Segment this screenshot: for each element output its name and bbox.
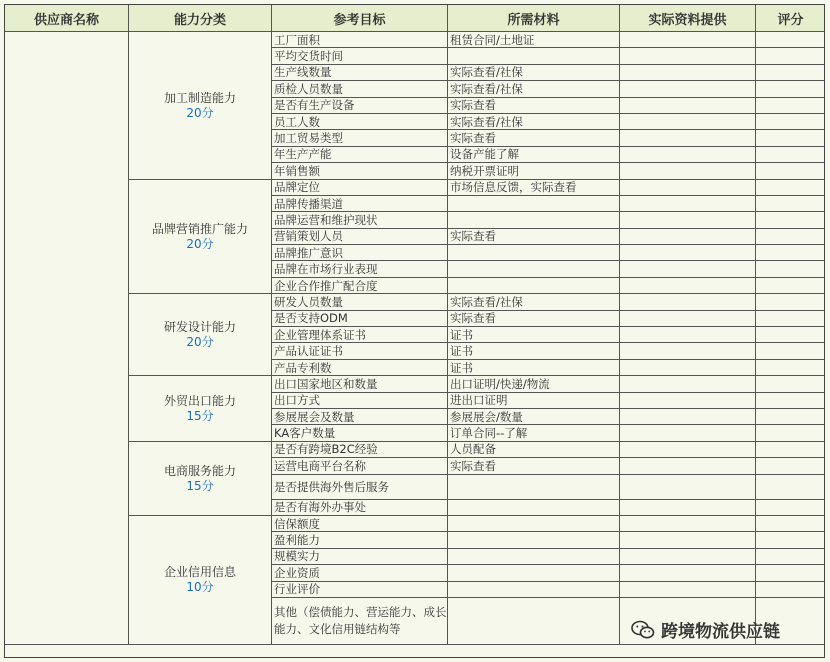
actual-material-cell[interactable] xyxy=(620,146,756,162)
reference-target-cell: 企业管理体系证书 xyxy=(272,327,448,343)
actual-material-cell[interactable] xyxy=(620,425,756,441)
required-material-cell: 实际查看/社保 xyxy=(448,81,620,97)
watermark xyxy=(631,617,780,642)
reference-target-cell: 品牌运营和维护现状 xyxy=(272,212,448,228)
score-cell[interactable] xyxy=(756,113,826,129)
required-material-cell: 实际查看 xyxy=(448,228,620,244)
required-material-cell: 实际查看/社保 xyxy=(448,294,620,310)
actual-material-cell[interactable] xyxy=(620,392,756,408)
actual-material-cell[interactable] xyxy=(620,277,756,293)
actual-material-cell[interactable] xyxy=(620,64,756,80)
reference-target-cell: 其他（偿债能力、营运能力、成长能力、文化信用链结构等 xyxy=(272,597,448,644)
reference-target-cell: 品牌推广意识 xyxy=(272,245,448,261)
score-cell[interactable] xyxy=(756,245,826,261)
reference-target-cell: 产品专利数 xyxy=(272,359,448,375)
score-cell[interactable] xyxy=(756,163,826,179)
score-cell[interactable] xyxy=(756,499,826,515)
required-material-cell: 人员配备 xyxy=(448,441,620,457)
required-material-cell: 实际查看 xyxy=(448,130,620,146)
score-cell[interactable] xyxy=(756,195,826,211)
score-cell[interactable] xyxy=(756,327,826,343)
required-material-cell: 实际查看 xyxy=(448,97,620,113)
score-cell[interactable] xyxy=(756,294,826,310)
score-cell[interactable] xyxy=(756,228,826,244)
score-cell[interactable] xyxy=(756,565,826,581)
score-cell[interactable] xyxy=(756,212,826,228)
actual-material-cell[interactable] xyxy=(620,532,756,548)
evaluation-table xyxy=(4,4,825,645)
category-cell xyxy=(129,441,272,515)
required-material-cell xyxy=(448,581,620,597)
actual-material-cell[interactable] xyxy=(620,408,756,424)
score-cell[interactable] xyxy=(756,48,826,64)
score-cell[interactable] xyxy=(756,32,826,48)
score-cell[interactable] xyxy=(756,64,826,80)
required-material-cell xyxy=(448,261,620,277)
reference-target-cell: 员工人数 xyxy=(272,113,448,129)
table-row xyxy=(5,294,826,310)
category-name: 研发设计能力 xyxy=(163,320,236,335)
header-row xyxy=(5,5,826,32)
category-cell xyxy=(129,515,272,644)
reference-target-cell: 质检人员数量 xyxy=(272,81,448,97)
reference-target-cell: 出口国家地区和数量 xyxy=(272,376,448,392)
category-score: 20分 xyxy=(186,105,214,120)
reference-target-cell: 出口方式 xyxy=(272,392,448,408)
required-material-cell: 订单合同--了解 xyxy=(448,425,620,441)
required-material-cell: 市场信息反馈，实际查看 xyxy=(448,179,620,195)
required-material-cell xyxy=(448,597,620,644)
category-score: 20分 xyxy=(186,236,214,251)
actual-material-cell[interactable] xyxy=(620,81,756,97)
reference-target-cell: 运营电商平台名称 xyxy=(272,458,448,474)
table-row xyxy=(5,441,826,457)
actual-material-cell[interactable] xyxy=(620,499,756,515)
category-cell xyxy=(129,179,272,294)
required-material-cell: 证书 xyxy=(448,343,620,359)
score-cell[interactable] xyxy=(756,146,826,162)
required-material-cell xyxy=(448,532,620,548)
table-row xyxy=(5,515,826,531)
required-material-cell: 参展展会/数量 xyxy=(448,408,620,424)
watermark-text: 跨境物流供应链 xyxy=(661,622,780,642)
actual-material-cell[interactable] xyxy=(620,310,756,326)
reference-target-cell: 企业资质 xyxy=(272,565,448,581)
actual-material-cell[interactable] xyxy=(620,441,756,457)
actual-material-cell[interactable] xyxy=(620,359,756,375)
reference-target-cell: 研发人员数量 xyxy=(272,294,448,310)
required-material-cell: 纳税开票证明 xyxy=(448,163,620,179)
actual-material-cell[interactable] xyxy=(620,327,756,343)
category-name: 电商服务能力 xyxy=(163,463,236,478)
score-cell[interactable] xyxy=(756,81,826,97)
required-material-cell: 租赁合同/土地证 xyxy=(448,32,620,48)
required-material-cell xyxy=(448,48,620,64)
required-material-cell xyxy=(448,499,620,515)
reference-target-cell: 企业合作推广配合度 xyxy=(272,277,448,293)
actual-material-cell[interactable] xyxy=(620,195,756,211)
actual-material-cell[interactable] xyxy=(620,163,756,179)
score-cell[interactable] xyxy=(756,97,826,113)
required-material-cell: 证书 xyxy=(448,359,620,375)
supplier-name-cell[interactable] xyxy=(5,32,129,645)
reference-target-cell: 是否有跨境B2C经验 xyxy=(272,441,448,457)
table-row xyxy=(5,32,826,48)
reference-target-cell: KA客户数量 xyxy=(272,425,448,441)
score-cell[interactable] xyxy=(756,261,826,277)
header-capability-category: 能力分类 xyxy=(129,5,272,32)
actual-material-cell[interactable] xyxy=(620,515,756,531)
header-reference-target: 参考目标 xyxy=(272,5,448,32)
actual-material-cell[interactable] xyxy=(620,261,756,277)
header-actual-materials: 实际资料提供 xyxy=(620,5,756,32)
actual-material-cell[interactable] xyxy=(620,212,756,228)
category-score: 20分 xyxy=(186,335,214,350)
reference-target-cell: 产品认证证书 xyxy=(272,343,448,359)
reference-target-cell: 行业评价 xyxy=(272,581,448,597)
header-supplier-name: 供应商名称 xyxy=(5,5,129,32)
score-cell[interactable] xyxy=(756,310,826,326)
required-material-cell: 实际查看 xyxy=(448,458,620,474)
required-material-cell: 进出口证明 xyxy=(448,392,620,408)
reference-target-cell: 是否有生产设备 xyxy=(272,97,448,113)
required-material-cell: 出口证明/快递/物流 xyxy=(448,376,620,392)
required-material-cell xyxy=(448,565,620,581)
actual-material-cell[interactable] xyxy=(620,32,756,48)
reference-target-cell: 参展展会及数量 xyxy=(272,408,448,424)
score-cell[interactable] xyxy=(756,581,826,597)
category-name: 品牌营销推广能力 xyxy=(151,221,248,236)
score-cell[interactable] xyxy=(756,458,826,474)
score-cell[interactable] xyxy=(756,179,826,195)
score-cell[interactable] xyxy=(756,392,826,408)
category-name: 外贸出口能力 xyxy=(163,393,236,408)
actual-material-cell[interactable] xyxy=(620,548,756,564)
actual-material-cell[interactable] xyxy=(620,48,756,64)
score-cell[interactable] xyxy=(756,441,826,457)
actual-material-cell[interactable] xyxy=(620,343,756,359)
header-score: 评分 xyxy=(756,5,826,32)
required-material-cell: 证书 xyxy=(448,327,620,343)
actual-material-cell[interactable] xyxy=(620,474,756,499)
required-material-cell xyxy=(448,515,620,531)
table-row xyxy=(5,179,826,195)
actual-material-cell[interactable] xyxy=(620,130,756,146)
required-material-cell xyxy=(448,548,620,564)
required-material-cell xyxy=(448,212,620,228)
reference-target-cell: 信保额度 xyxy=(272,515,448,531)
reference-target-cell: 规模实力 xyxy=(272,548,448,564)
reference-target-cell: 品牌在市场行业表现 xyxy=(272,261,448,277)
score-cell[interactable] xyxy=(756,532,826,548)
score-cell[interactable] xyxy=(756,343,826,359)
category-cell xyxy=(129,294,272,376)
reference-target-cell: 盈利能力 xyxy=(272,532,448,548)
table-row xyxy=(5,376,826,392)
reference-target-cell: 生产线数量 xyxy=(272,64,448,80)
category-cell xyxy=(129,376,272,442)
required-material-cell xyxy=(448,245,620,261)
supplier-evaluation-sheet xyxy=(4,4,825,658)
required-material-cell xyxy=(448,195,620,211)
reference-target-cell: 品牌传播渠道 xyxy=(272,195,448,211)
score-cell[interactable] xyxy=(756,515,826,531)
actual-material-cell[interactable] xyxy=(620,294,756,310)
reference-target-cell: 是否提供海外售后服务 xyxy=(272,474,448,499)
category-score: 10分 xyxy=(186,580,214,595)
required-material-cell: 实际查看/社保 xyxy=(448,64,620,80)
score-cell[interactable] xyxy=(756,425,826,441)
reference-target-cell: 加工贸易类型 xyxy=(272,130,448,146)
category-name: 企业信用信息 xyxy=(163,565,236,580)
actual-material-cell[interactable] xyxy=(620,228,756,244)
category-name: 加工制造能力 xyxy=(163,90,236,105)
score-cell[interactable] xyxy=(756,277,826,293)
score-cell[interactable] xyxy=(756,359,826,375)
actual-material-cell[interactable] xyxy=(620,565,756,581)
required-material-cell xyxy=(448,474,620,499)
actual-material-cell[interactable] xyxy=(620,581,756,597)
required-material-cell: 设备产能了解 xyxy=(448,146,620,162)
score-cell[interactable] xyxy=(756,408,826,424)
category-score: 15分 xyxy=(186,478,214,493)
reference-target-cell: 平均交货时间 xyxy=(272,48,448,64)
score-cell[interactable] xyxy=(756,376,826,392)
reference-target-cell: 品牌定位 xyxy=(272,179,448,195)
category-score: 15分 xyxy=(186,408,214,423)
category-cell xyxy=(129,32,272,180)
actual-material-cell[interactable] xyxy=(620,97,756,113)
reference-target-cell: 年生产产能 xyxy=(272,146,448,162)
wechat-icon xyxy=(631,620,655,640)
score-cell[interactable] xyxy=(756,548,826,564)
header-required-materials: 所需材料 xyxy=(448,5,620,32)
required-material-cell: 实际查看 xyxy=(448,310,620,326)
required-material-cell xyxy=(448,277,620,293)
required-material-cell: 实际查看/社保 xyxy=(448,113,620,129)
score-cell[interactable] xyxy=(756,130,826,146)
actual-material-cell[interactable] xyxy=(620,458,756,474)
reference-target-cell: 年销售额 xyxy=(272,163,448,179)
reference-target-cell: 是否支持ODM xyxy=(272,310,448,326)
reference-target-cell: 营销策划人员 xyxy=(272,228,448,244)
reference-target-cell: 是否有海外办事处 xyxy=(272,499,448,515)
actual-material-cell[interactable] xyxy=(620,245,756,261)
actual-material-cell[interactable] xyxy=(620,376,756,392)
actual-material-cell[interactable] xyxy=(620,113,756,129)
score-cell[interactable] xyxy=(756,474,826,499)
actual-material-cell[interactable] xyxy=(620,179,756,195)
reference-target-cell: 工厂面积 xyxy=(272,32,448,48)
